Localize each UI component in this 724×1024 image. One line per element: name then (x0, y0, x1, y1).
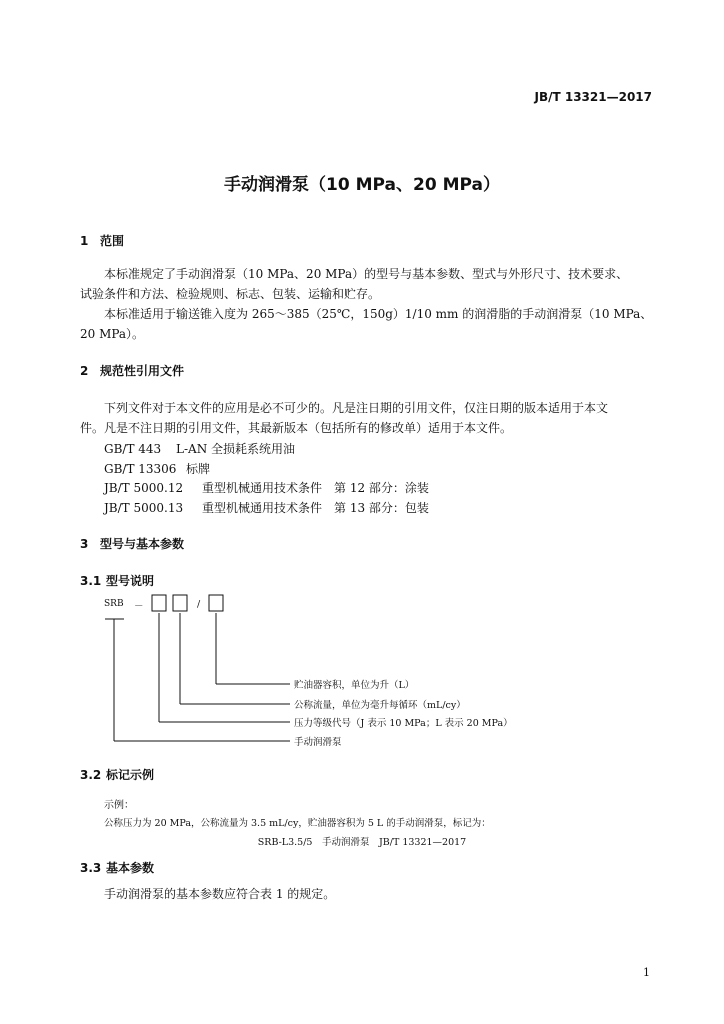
section-1-heading (80, 232, 124, 249)
section-2-title: 规范性引用文件 (100, 364, 185, 378)
section-1-title: 范围 (100, 234, 125, 248)
section-3-3-number: 3.3 (80, 861, 102, 875)
paragraph-line: 20 MPa）。 (80, 327, 145, 341)
section-3-3-body (80, 884, 646, 904)
section-1-body (80, 264, 653, 344)
reference-name: L-AN 全损耗系统用油 (176, 442, 296, 456)
section-3-number: 3 (80, 537, 89, 551)
paragraph-line: 件。凡是不注日期的引用文件，其最新版本（包括所有的修改单）适用于本文件。 (80, 421, 513, 435)
reference-code: GB/T 443 (104, 442, 162, 456)
section-3-2-heading (80, 766, 154, 783)
reservoir-label: 贮油器容积，单位为升（L） (294, 680, 415, 691)
reference-name: 标牌 (186, 461, 211, 476)
reference-name: 重型机械通用技术条件 第 13 部分：包装 (202, 500, 429, 515)
reservoir-box (209, 595, 223, 611)
model-slash: / (197, 599, 201, 610)
paragraph-line: 下列文件对于本文件的应用是必不可少的。凡是注日期的引用文件，仅注日期的版本适用于本文 (104, 401, 609, 415)
type-label: 手动润滑泵 (294, 737, 342, 748)
paragraph-line: 本标准适用于输送锥入度为 265～385（25℃，150g）1/10 mm 的润滑脂的手动润滑泵（10 MPa、 (104, 307, 653, 321)
paragraph-line: 本标准规定了手动润滑泵（10 MPa、20 MPa）的型号与基本参数、型式与外形尺寸、技术要求、 (104, 267, 629, 281)
paragraph-line: 试验条件和方法、检验规则、标志、包装、运输和贮存。 (80, 287, 381, 301)
model-prefix: SRB (104, 599, 124, 609)
document-title: 手动润滑泵（10 MPa、20 MPa） (224, 175, 500, 195)
section-2-heading (80, 362, 184, 379)
section-1-number: 1 (80, 234, 89, 248)
section-2-number: 2 (80, 364, 89, 378)
model-dash: － (134, 601, 144, 612)
reference-item (104, 440, 429, 460)
section-3-1-number: 3.1 (80, 574, 102, 588)
flow-label: 公称流量，单位为毫升每循环（mL/cy） (294, 700, 466, 711)
section-3-2-number: 3.2 (80, 768, 102, 782)
section-3-3-heading (80, 859, 154, 876)
section-3-title: 型号与基本参数 (100, 537, 185, 551)
reference-code: JB/T 5000.12 (104, 481, 184, 495)
pressure-code-box (152, 595, 166, 611)
flow-box (173, 595, 187, 611)
reference-item (104, 499, 429, 519)
reference-item (104, 479, 429, 499)
reference-name: 重型机械通用技术条件 第 12 部分：涂装 (202, 481, 429, 495)
section-3-1-heading (80, 572, 154, 589)
section-3-1-title: 型号说明 (106, 574, 155, 588)
section-2-body (80, 398, 646, 438)
page-number: 1 (643, 966, 650, 979)
section-3-heading (80, 535, 184, 552)
reference-code: GB/T 13306 (104, 461, 177, 476)
section-3-2-title: 标记示例 (106, 768, 155, 782)
pressure-label: 压力等级代号（J 表示 10 MPa；L 表示 20 MPa） (294, 718, 513, 729)
example-mark: SRB-L3.5/5 手动润滑泵 JB/T 13321—2017 (257, 837, 467, 848)
example-text: 公称压力为 20 MPa，公称流量为 3.5 mL/cy，贮油器容积为 5 L 的手动润滑泵，标记为： (104, 818, 491, 829)
example-label: 示例： (104, 800, 134, 811)
reference-code: JB/T 5000.13 (104, 500, 184, 515)
normative-references-list (104, 440, 429, 518)
model-designation-diagram (96, 590, 556, 750)
standard-code: JB/T 13321—2017 (534, 90, 652, 104)
section-3-3-title: 基本参数 (106, 861, 155, 875)
reference-item (104, 460, 429, 480)
paragraph-line: 手动润滑泵的基本参数应符合表 1 的规定。 (104, 887, 336, 901)
